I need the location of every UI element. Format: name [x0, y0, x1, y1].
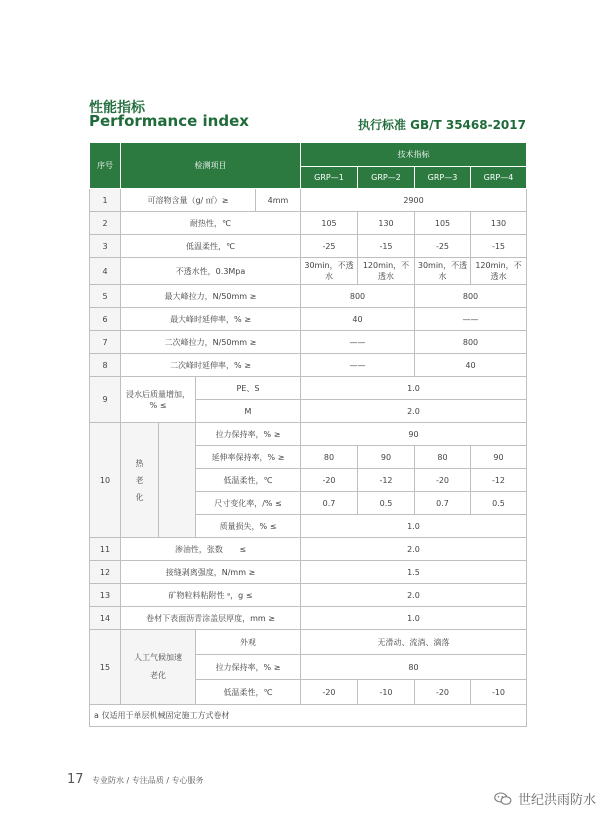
row-value: 1.5	[301, 561, 527, 584]
row-value: 130	[358, 212, 415, 235]
row-number: 8	[90, 354, 121, 377]
row-value: 0.5	[471, 492, 527, 515]
wechat-icon	[494, 792, 512, 806]
footnote-row	[90, 705, 527, 727]
table-row	[90, 308, 527, 331]
table-row	[90, 423, 527, 446]
row-value: -20	[415, 680, 471, 705]
row-value: 2.0	[301, 400, 527, 423]
row-value: 40	[415, 354, 527, 377]
row-item-le: ≤	[239, 544, 247, 554]
row-value: 1.0	[301, 607, 527, 630]
table-row	[90, 189, 527, 212]
row-value: -25	[301, 235, 358, 258]
row-number: 1	[90, 189, 121, 212]
row-value: 130	[471, 212, 527, 235]
row-value: 800	[301, 285, 415, 308]
row-value: ——	[301, 354, 415, 377]
row-number: 15	[90, 630, 121, 705]
row-subitem: PE、S	[196, 377, 301, 400]
group-heat-aging	[121, 423, 159, 538]
page-title-en: Performance index	[89, 112, 249, 130]
row-value: 2900	[301, 189, 527, 212]
header-tech: 技术指标	[301, 143, 527, 167]
row-value: 80	[301, 655, 527, 680]
row-item: 不透水性，0.3Mpa	[121, 258, 301, 285]
row-value: -20	[415, 469, 471, 492]
row-value: -10	[358, 680, 415, 705]
row-value: ——	[301, 331, 415, 354]
row-value: -15	[471, 235, 527, 258]
row-item: 卷材下表面沥青涂盖层厚度，mm ≥	[121, 607, 301, 630]
row-number: 10	[90, 423, 121, 538]
header-grp-4: GRP—4	[471, 167, 527, 189]
row-value: 800	[415, 285, 527, 308]
header-grp-1: GRP—1	[301, 167, 358, 189]
watermark-text: 世纪洪雨防水	[517, 793, 596, 808]
row-number: 13	[90, 584, 121, 607]
row-subitem: 尺寸变化率，/% ≤	[196, 492, 301, 515]
group-weather-aging	[121, 630, 196, 705]
header-seq: 序号	[90, 143, 121, 189]
row-value: 120min，不透水	[358, 258, 415, 285]
row-number: 12	[90, 561, 121, 584]
row-value: 80	[301, 446, 358, 469]
row-number: 14	[90, 607, 121, 630]
row-number: 5	[90, 285, 121, 308]
row-value: 800	[415, 331, 527, 354]
row-item: 耐热性，℃	[121, 212, 301, 235]
group-char: 化	[135, 492, 144, 502]
table-row	[90, 331, 527, 354]
table-row	[90, 235, 527, 258]
row-item	[121, 538, 301, 561]
row-value: 30min，不透水	[415, 258, 471, 285]
row-item: 接缝剥离强度，N/mm ≥	[121, 561, 301, 584]
row-value: 0.7	[301, 492, 358, 515]
group-char: 老	[135, 475, 144, 485]
row-item: 可溶物含量（g/ ㎡）≥	[121, 189, 256, 212]
row-value: -10	[471, 680, 527, 705]
page-title-cn: 性能指标	[89, 100, 145, 116]
table-row	[90, 607, 527, 630]
page-number: 17	[67, 772, 84, 787]
table-row	[90, 630, 527, 655]
row-value: 1.0	[301, 515, 527, 538]
row-value: 90	[471, 446, 527, 469]
row-value: 90	[301, 423, 527, 446]
row-value: -20	[301, 680, 358, 705]
row-value: 90	[358, 446, 415, 469]
row-value: 120min，不透水	[471, 258, 527, 285]
row-value: 0.7	[415, 492, 471, 515]
row-item: 最大峰时延伸率，% ≥	[121, 308, 301, 331]
row-value: ——	[415, 308, 527, 331]
footnote: a 仅适用于单层机械固定施工方式卷材	[90, 705, 527, 727]
row-number: 11	[90, 538, 121, 561]
header-item: 检测项目	[121, 143, 301, 189]
table-row	[90, 212, 527, 235]
table-row	[90, 258, 527, 285]
standard-label: 执行标准 GB/T 35468-2017	[357, 118, 526, 132]
group-label: 人工气候加速老化	[134, 653, 182, 680]
row-value: 0.5	[358, 492, 415, 515]
row-subitem: 质量损失，% ≤	[196, 515, 301, 538]
row-item: 二次峰拉力，N/50mm ≥	[121, 331, 301, 354]
row-item: 矿物粒料粘附性 ᵃ，g ≤	[121, 584, 301, 607]
row-value: 2.0	[301, 538, 527, 561]
footer-slogan: 专业防水 / 专注品质 / 专心服务	[92, 776, 204, 785]
watermark	[494, 789, 596, 808]
row-number: 3	[90, 235, 121, 258]
row-item: 二次峰时延伸率，% ≥	[121, 354, 301, 377]
row-value: 105	[415, 212, 471, 235]
header-grp-2: GRP—2	[358, 167, 415, 189]
row-value: -20	[301, 469, 358, 492]
row-subitem: M	[196, 400, 301, 423]
table-row	[90, 561, 527, 584]
table-row	[90, 538, 527, 561]
row-item: 最大峰拉力，N/50mm ≥	[121, 285, 301, 308]
row-value: 2.0	[301, 584, 527, 607]
row-number: 7	[90, 331, 121, 354]
row-value: -15	[358, 235, 415, 258]
table-row	[90, 354, 527, 377]
row-item: 低温柔性，℃	[121, 235, 301, 258]
row-value: 80	[415, 446, 471, 469]
row-number: 6	[90, 308, 121, 331]
row-subitem: 延伸率保持率，% ≥	[196, 446, 301, 469]
row-value: -25	[415, 235, 471, 258]
row-number: 4	[90, 258, 121, 285]
row-value: -12	[358, 469, 415, 492]
row-subitem: 低温柔性，℃	[196, 469, 301, 492]
row-value: 30min，不透水	[301, 258, 358, 285]
row-subitem: 4mm	[256, 189, 301, 212]
row-value: 105	[301, 212, 358, 235]
row-subitem: 拉力保持率，% ≥	[196, 655, 301, 680]
table-row	[90, 584, 527, 607]
row-item-text: 渗油性，张数	[174, 544, 223, 554]
row-value: 1.0	[301, 377, 527, 400]
row-number: 9	[90, 377, 121, 423]
group-char: 热	[135, 458, 144, 468]
row-value: -12	[471, 469, 527, 492]
row-subitem: 低温柔性，℃	[196, 680, 301, 705]
row-value: 40	[301, 308, 415, 331]
row-number: 2	[90, 212, 121, 235]
table-row	[90, 285, 527, 308]
performance-table	[89, 142, 527, 727]
row-value: 无滑动、流淌、滴落	[301, 630, 527, 655]
group-spacer	[159, 423, 196, 538]
table-row	[90, 377, 527, 400]
row-subitem: 拉力保持率，% ≥	[196, 423, 301, 446]
row-item: 浸水后质量增加，% ≤	[121, 377, 196, 423]
row-subitem: 外观	[196, 630, 301, 655]
header-grp-3: GRP—3	[415, 167, 471, 189]
